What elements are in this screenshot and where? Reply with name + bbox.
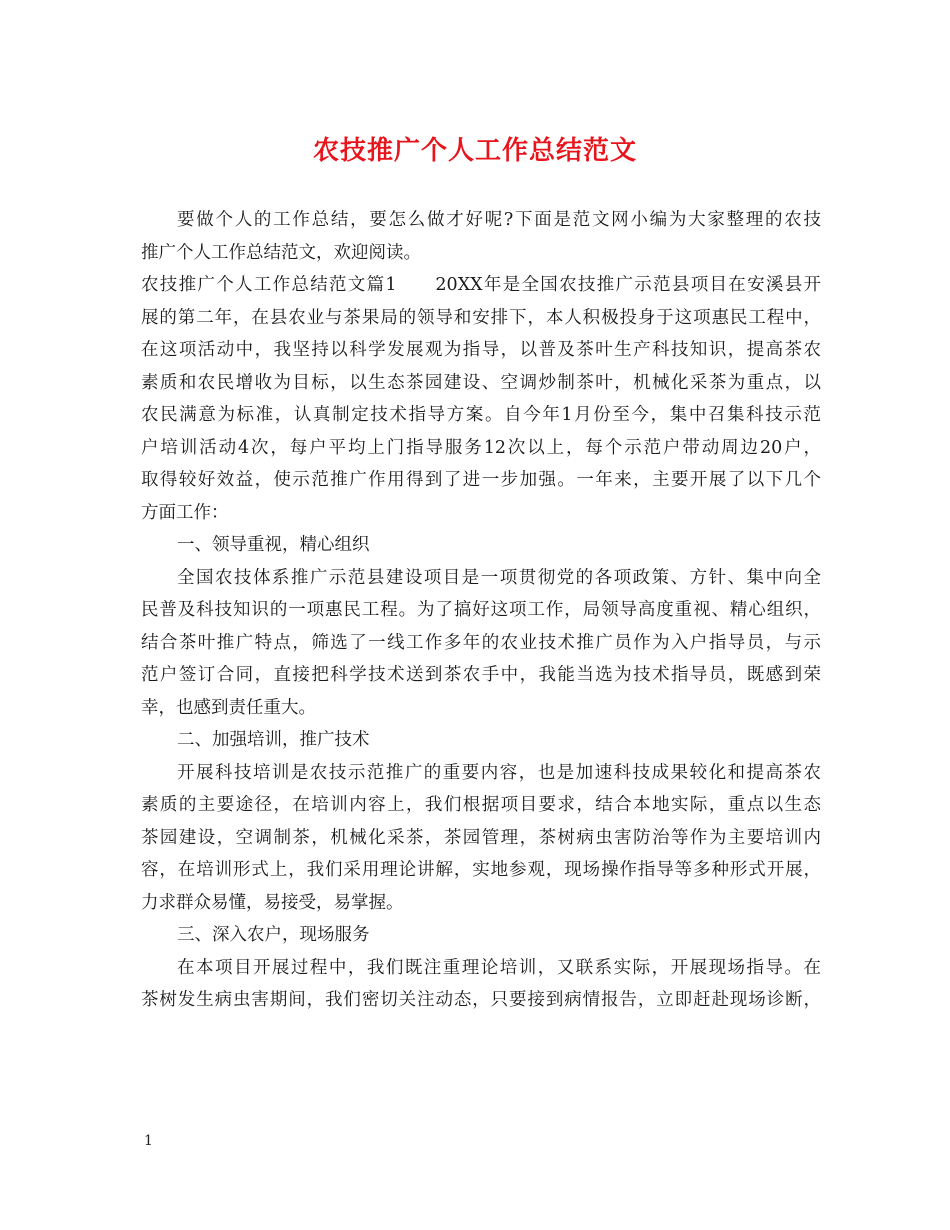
paragraph-line: 素质的主要途径，在培训内容上，我们根据项目要求，结合本地实际，重点以生态: [141, 795, 821, 815]
paragraph-line: 力求群众易懂，易接受，易掌握。: [141, 892, 404, 913]
paragraph-line: 结合茶叶推广特点，筛选了一线工作多年的农业技术推广员作为入户指导员，与示: [141, 632, 821, 653]
paragraph-line: 农民满意为标准，认真制定技术指导方案。自今年1月份至今，集中召集科技示范: [141, 405, 821, 425]
paragraph-line: 户培训活动4次，每户平均上门指导服务12次以上，每个示范户带动周边20户，: [141, 437, 821, 458]
paragraph-line: 全国农技体系推广示范县建设项目是一项贯彻党的各项政策、方针、集中向全: [177, 567, 821, 588]
document-title: 农技推广个人工作总结范文: [312, 136, 637, 166]
section-heading: 三、深入农户，现场服务: [177, 925, 370, 945]
paragraph-line: 茶园建设，空调制茶，机械化采茶，茶园管理，茶树病虫害防治等作为主要培训内: [141, 827, 821, 848]
paragraph-line: 在本项目开展过程中，我们既注重理论培训，又联系实际，开展现场指导。在: [177, 957, 821, 978]
paragraph-line: 展的第二年，在县农业与茶果局的领导和安排下，本人积极投身于这项惠民工程中，: [141, 307, 821, 328]
paragraph-line: 幸，也感到责任重大。: [141, 697, 316, 718]
paragraph-line: 茶树发生病虫害期间，我们密切关注动态，只要接到病情报告，立即赶赴现场诊断，: [141, 990, 821, 1010]
paragraph-line: 素质和农民增收为目标，以生态茶园建设、空调炒制茶叶，机械化采茶为重点，以: [141, 372, 821, 393]
paragraph-line: 开展科技培训是农技示范推广的重要内容，也是加速科技成果较化和提高茶农: [177, 762, 821, 783]
paragraph-line: 推广个人工作总结范文，欢迎阅读。: [141, 242, 421, 263]
document-body: [141, 204, 821, 1017]
paragraph-line: 要做个人的工作总结，要怎么做才好呢?下面是范文网小编为大家整理的农技: [177, 210, 821, 230]
section-heading: 一、领导重视，精心组织: [177, 535, 370, 555]
paragraph-line: 方面工作：: [141, 502, 229, 523]
section-heading: 二、加强培训，推广技术: [177, 730, 370, 750]
paragraph-line: 范户签订合同，直接把科学技术送到茶农手中，我能当选为技术指导员，既感到荣: [141, 665, 821, 685]
paragraph-line: 民普及科技知识的一项惠民工程。为了搞好这项工作，局领导高度重视、精心组织，: [141, 600, 821, 620]
page-number: 1: [144, 1133, 153, 1149]
paragraph-line: 容，在培训形式上，我们采用理论讲解，实地参观，现场操作指导等多种形式开展，: [141, 860, 821, 880]
paragraph-line: 在这项活动中，我坚持以科学发展观为指导，以普及茶叶生产科技知识，提高茶农: [141, 340, 821, 360]
paragraph-line: 农技推广个人工作总结范文篇1 20XX年是全国农技推广示范县项目在安溪县开: [141, 275, 821, 295]
paragraph-line: 取得较好效益，使示范推广作用得到了进一步加强。一年来，主要开展了以下几个: [141, 470, 821, 490]
